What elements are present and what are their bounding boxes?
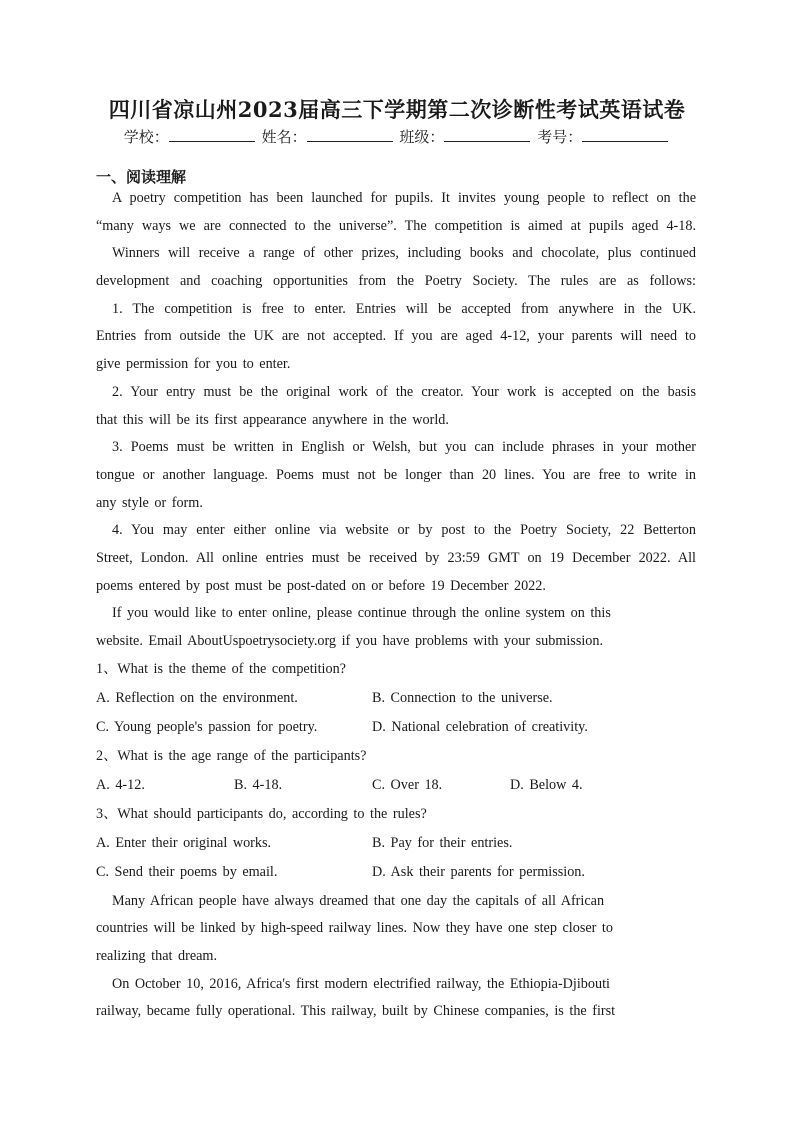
passage-line: 3. Poems must be written in English or Welsh, but you can include phrases in your mother [112, 439, 696, 456]
passage-line: Winners will receive a range of other prizes, including books and chocolate, plus continued [112, 245, 696, 262]
passage-line: realizing that dream. [96, 948, 217, 965]
options-row [96, 685, 696, 714]
question-stem: 3、What should participants do, according to the rules? [96, 806, 427, 823]
passage-line: Many African people have always dreamed that one day the capitals of all African [112, 892, 605, 909]
options-row [96, 830, 696, 859]
passage-line: give permission for you to enter. [96, 356, 291, 373]
option-d[interactable]: D. Below 4. [510, 777, 583, 794]
school-label: 学校： [123, 128, 169, 146]
option-c[interactable]: C. Over 18. [372, 777, 443, 794]
passage-line: 2. Your entry must be the original work of the creator. Your work is accepted on the basis [112, 383, 696, 400]
class-label: 班级： [399, 128, 445, 146]
passage-line: Entries from outside the UK are not accepted. If you are aged 4-12, your parents will need to [96, 328, 696, 345]
student-info-row [0, 126, 794, 147]
passage-line: countries will be linked by high-speed railway lines. Now they have one step closer to [96, 920, 613, 937]
number-blank[interactable] [582, 127, 668, 142]
class-blank[interactable] [444, 127, 530, 142]
page-title: 四川省凉山州2023届高三下学期第二次诊断性考试英语试卷 [108, 97, 686, 122]
passage-line: 4. You may enter either online via website or by post to the Poetry Society, 22 Betterton [112, 522, 696, 539]
option-a[interactable]: A. Enter their original works. [96, 835, 272, 852]
option-a[interactable]: A. 4-12. [96, 777, 145, 794]
option-a[interactable]: A. Reflection on the environment. [96, 690, 298, 707]
options-row [96, 714, 696, 743]
question-stem: 1、What is the theme of the competition? [96, 661, 346, 678]
option-c[interactable]: C. Send their poems by email. [96, 864, 278, 881]
passage-line: A poetry competition has been launched for pupils. It invites young people to reflect on the [112, 190, 696, 206]
passage-line: any style or form. [96, 494, 203, 511]
name-label: 姓名： [261, 128, 307, 146]
option-d[interactable]: D. Ask their parents for permission. [372, 864, 585, 881]
passage-line: poems entered by post must be post-dated on or before 19 December 2022. [96, 577, 546, 594]
passage-line: development and coaching opportunities from the Poetry Society. The rules are as follows: [96, 273, 696, 290]
passage-line: 1. The competition is free to enter. Entries will be accepted from anywhere in the UK. [112, 300, 696, 317]
passage-line: that this will be its first appearance anywhere in the world. [96, 411, 449, 428]
number-label: 考号： [537, 128, 583, 146]
school-blank[interactable] [169, 127, 255, 142]
passage-line: tongue or another language. Poems must not be longer than 20 lines. You are free to write in [96, 466, 696, 483]
passage-line: On October 10, 2016, Africa's first modern electrified railway, the Ethiopia-Djibouti [112, 975, 610, 992]
passage-line: website. Email AboutUspoetrysociety.org if you have problems with your submission. [96, 633, 604, 649]
passage-line: If you would like to enter online, please continue through the online system on this [112, 605, 611, 622]
option-b[interactable]: B. Pay for their entries. [372, 835, 513, 852]
passage-line: Street, London. All online entries must be received by 23:59 GMT on 19 December 2022. All [96, 549, 696, 566]
reading-body [96, 185, 696, 1026]
option-d[interactable]: D. National celebration of creativity. [372, 719, 588, 736]
option-b[interactable]: B. 4-18. [234, 777, 283, 794]
section-heading: 一、阅读理解 [96, 168, 187, 186]
options-row [96, 772, 696, 801]
name-blank[interactable] [307, 127, 393, 142]
option-c[interactable]: C. Young people's passion for poetry. [96, 719, 318, 736]
question-stem: 2、What is the age range of the participants? [96, 748, 367, 765]
passage-line: “many ways we are connected to the universe”. The competition is aimed at pupils aged 4-18. [96, 217, 696, 234]
passage-line: railway, became fully operational. This railway, built by Chinese companies, is the first [96, 1003, 616, 1020]
option-b[interactable]: B. Connection to the universe. [372, 690, 553, 707]
options-row [96, 859, 696, 888]
